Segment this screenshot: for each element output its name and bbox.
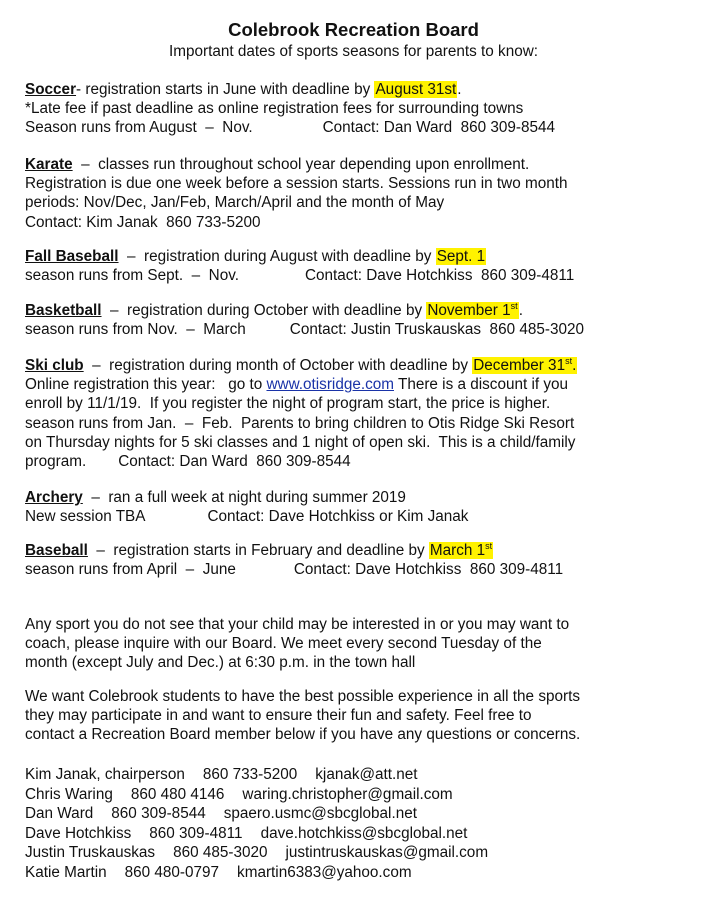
contact-row	[25, 765, 506, 785]
section-text: – registration during month of October with deadline by	[83, 357, 473, 374]
contact-name: Katie Martin	[25, 863, 107, 881]
section-text: on Thursday nights for 5 ski classes and 1 night of open ski. This is a child/family	[25, 433, 576, 451]
contact-phone: 860 309-4811	[149, 824, 243, 842]
ordinal-suffix: st	[485, 541, 493, 551]
highlighted-deadline	[426, 302, 518, 319]
section-baseball	[25, 541, 695, 579]
contact-email: kmartin6383@yahoo.com	[237, 863, 412, 881]
deadline-date: March 1	[429, 542, 486, 559]
section-text: – registration starts in February and deadline by	[87, 542, 429, 559]
section-fall-baseball	[25, 247, 695, 285]
section-text: Online registration this year: go to	[25, 376, 267, 394]
contact-phone: 860 733-5200	[202, 766, 298, 783]
paragraph-line: contact a Recreation Board member below if you have any questions or concerns.	[25, 726, 581, 744]
season-text: season runs from April – June	[25, 561, 236, 579]
otis-ridge-link[interactable]: www.otisridge.com	[266, 376, 394, 394]
contact-row	[25, 785, 506, 805]
contact-name: Chris Waring	[25, 785, 113, 803]
section-text: – registration during October with deadline by	[101, 302, 427, 319]
deadline-date: November 1	[427, 302, 511, 319]
contact-text: Contact: Dave Hotchkiss or Kim Janak	[207, 508, 469, 526]
contact-email: dave.hotchkiss@sbcglobal.net	[260, 824, 468, 842]
section-heading: Karate	[25, 156, 73, 173]
contact-row	[25, 863, 506, 883]
page-subtitle: Important dates of sports seasons for parents to know:	[168, 43, 538, 60]
season-text: season runs from Sept. – Nov.	[25, 267, 239, 285]
contact-email: justintruskauskas@gmail.com	[285, 844, 489, 862]
contact-phone: 860 485-3020	[173, 844, 268, 862]
contact-text: Contact: Dave Hotchkiss 860 309-4811	[293, 561, 564, 579]
contact-name: Dan Ward	[25, 805, 94, 823]
section-text: season runs from Jan. – Feb. Parents to bring children to Otis Ridge Ski Resort	[25, 414, 575, 432]
section-heading: Ski club	[25, 357, 84, 374]
section-text: *Late fee if past deadline as online registration fees for surrounding towns	[25, 100, 524, 118]
contact-name: Justin Truskauskas	[25, 844, 156, 862]
section-text: – registration during August with deadline by	[118, 248, 436, 265]
season-text: season runs from Nov. – March	[25, 321, 246, 339]
section-ski-club	[25, 356, 695, 471]
section-text: enroll by 11/1/19. If you register the night of program start, the price is higher.	[25, 395, 551, 413]
section-text: – classes run throughout school year depending upon enrollment.	[72, 156, 530, 173]
contact-text: Contact: Dan Ward 860 309-8544	[118, 453, 351, 471]
paragraph-line: Any sport you do not see that your child may be interested in or you may want to	[25, 616, 570, 633]
contact-text: Contact: Kim Janak 860 733-5200	[25, 213, 261, 231]
highlighted-deadline	[429, 542, 493, 559]
highlighted-deadline	[472, 357, 577, 374]
contact-row	[25, 843, 506, 863]
page-title: Colebrook Recreation Board	[228, 19, 479, 40]
section-text: program.	[25, 453, 87, 471]
season-text: Season runs from August – Nov.	[25, 119, 253, 137]
contact-row	[25, 824, 506, 844]
board-contacts-list	[25, 765, 506, 883]
section-heading: Archery	[25, 489, 83, 506]
section-karate	[25, 155, 695, 232]
contact-email: spaero.usmc@sbcglobal.net	[223, 805, 417, 823]
ordinal-suffix: st	[510, 301, 518, 311]
section-text: Registration is due one week before a session starts. Sessions run in two month	[25, 175, 568, 193]
highlighted-deadline: Sept. 1	[436, 248, 486, 265]
contact-email: kjanak@att.net	[315, 766, 418, 783]
deadline-date: December 31	[473, 357, 566, 374]
section-text: periods: Nov/Dec, Jan/Feb, March/April and the month of May	[25, 194, 445, 212]
contact-phone: 860 309-8544	[111, 805, 206, 823]
section-heading: Soccer	[25, 81, 77, 98]
contact-row	[25, 804, 506, 824]
contact-email: waring.christopher@gmail.com	[242, 785, 453, 803]
contact-name: Kim Janak, chairperson	[25, 766, 185, 783]
contact-text: Contact: Justin Truskauskas 860 485-3020	[289, 321, 584, 339]
contact-text: Contact: Dan Ward 860 309-8544	[322, 119, 556, 137]
ordinal-suffix: st	[565, 356, 573, 366]
paragraph-line: We want Colebrook students to have the best possible experience in all the sports	[25, 688, 580, 705]
contact-phone: 860 480 4146	[130, 785, 225, 803]
season-text: New session TBA	[25, 508, 146, 526]
contact-name: Dave Hotchkiss	[25, 824, 132, 842]
section-archery	[25, 488, 695, 526]
paragraph-line: they may participate in and want to ensure their fun and safety. Feel free to	[25, 707, 532, 725]
section-text: - registration starts in June with deadline by	[76, 81, 375, 98]
contact-text: Contact: Dave Hotchkiss 860 309-4811	[304, 267, 575, 285]
section-text: There is a discount if you	[394, 376, 569, 394]
section-text: – ran a full week at night during summer 2019	[82, 489, 406, 506]
punctuation: .	[457, 81, 462, 98]
punctuation: .	[518, 302, 523, 319]
punctuation: .	[572, 357, 577, 374]
experience-paragraph	[25, 687, 695, 745]
section-heading: Basketball	[25, 302, 102, 319]
section-basketball	[25, 301, 695, 339]
section-heading: Fall Baseball	[25, 248, 119, 265]
paragraph-line: month (except July and Dec.) at 6:30 p.m. in the town hall	[25, 654, 416, 672]
section-heading: Baseball	[25, 542, 88, 559]
highlighted-deadline: August 31st	[375, 81, 457, 98]
contact-phone: 860 480-0797	[124, 863, 220, 881]
inquiry-paragraph	[25, 615, 695, 673]
paragraph-line: coach, please inquire with our Board. We meet every second Tuesday of the	[25, 635, 542, 653]
section-soccer	[25, 80, 695, 138]
